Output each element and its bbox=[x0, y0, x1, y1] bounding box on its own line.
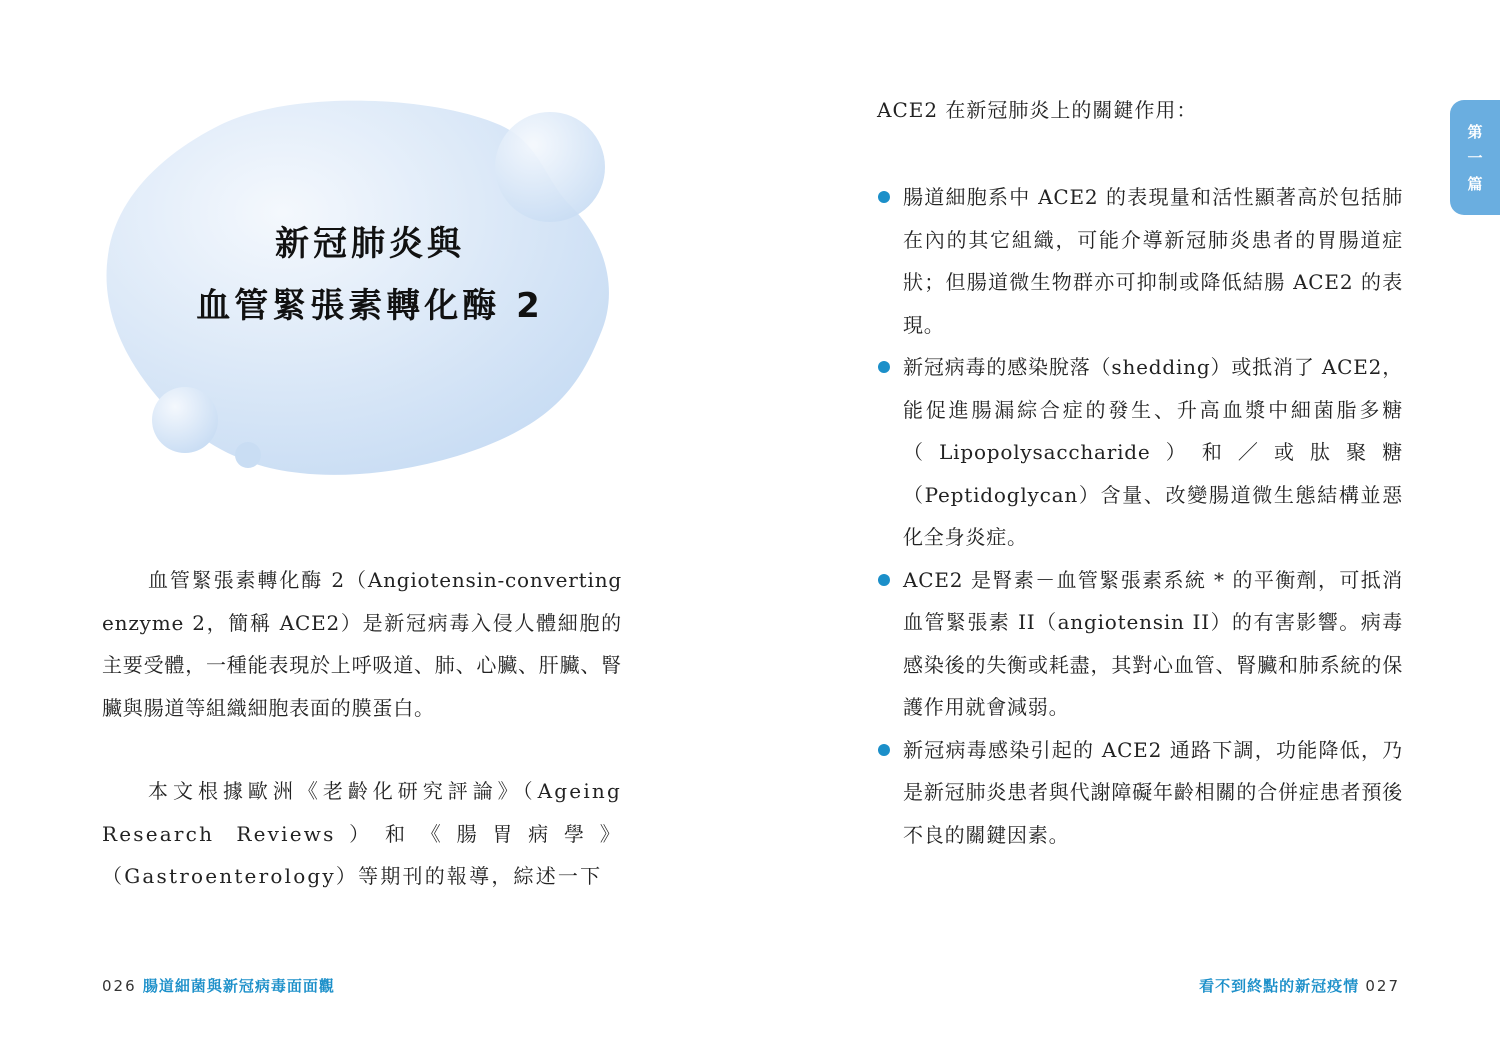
part-side-tab bbox=[1450, 100, 1500, 215]
side-tab-char: 第 bbox=[1467, 122, 1483, 141]
bullet-dot-icon bbox=[878, 744, 890, 756]
title-blob-graphic bbox=[100, 95, 620, 495]
bullet-list bbox=[878, 176, 1403, 856]
right-footer bbox=[1199, 975, 1400, 996]
bullet-text: 新冠病毒感染引起的 ACE2 通路下調，功能降低，乃是新冠肺炎患者與代謝障礙年齡相關的合併症患者預後不良的關鍵因素。 bbox=[903, 737, 1403, 847]
bullet-text: 腸道細胞系中 ACE2 的表現量和活性顯著高於包括肺在內的其它組織，可能介導新冠肺炎患者的胃腸道症狀；但腸道微生物群亦可抑制或降低結腸 ACE2 的表現。 bbox=[903, 185, 1403, 337]
right-page-number: 027 bbox=[1365, 977, 1400, 995]
source-paragraph: 本文根據歐洲《老齡化研究評論》（Ageing Research Reviews）和《腸胃病學》（Gastroenterology）等期刊的報導，綜述一下 bbox=[102, 779, 622, 888]
list-item bbox=[878, 729, 1403, 857]
bullet-text: 新冠病毒的感染脫落（shedding）或抵消了 ACE2，能促進腸漏綜合症的發生、升高血漿中細菌脂多糖（Lipopolysaccharide）和／或肽聚糖（Peptidoglycan）含量、改變腸道微生態結構並惡化全身炎症。 bbox=[903, 355, 1403, 549]
section-heading: ACE2 在新冠肺炎上的關鍵作用： bbox=[877, 98, 1198, 122]
left-footer bbox=[102, 975, 335, 996]
chapter-title-line2: 血管緊張素轉化酶 2 bbox=[196, 286, 544, 326]
bullet-text: ACE2 是腎素－血管緊張素系統 * 的平衡劑，可抵消血管緊張素 II（angiotensin II）的有害影響。病毒感染後的失衡或耗盡，其對心血管、腎臟和肺系統的保護作用就會減弱。 bbox=[903, 567, 1403, 719]
intro-paragraph: 血管緊張素轉化酶 2（Angiotensin-converting enzyme 2，簡稱 ACE2）是新冠病毒入侵人體細胞的主要受體，一種能表現於上呼吸道、肺、心臟、肝臟、腎臟與腸道等組織細胞表面的膜蛋白。 bbox=[102, 568, 622, 720]
chapter-title bbox=[100, 213, 640, 337]
bullet-dot-icon bbox=[878, 191, 890, 203]
chapter-title-line1: 新冠肺炎與 bbox=[275, 224, 465, 264]
chapter-running-title: 看不到終點的新冠疫情 bbox=[1199, 977, 1360, 995]
list-item bbox=[878, 176, 1403, 346]
side-tab-char: 篇 bbox=[1467, 174, 1483, 193]
book-title: 腸道細菌與新冠病毒面面觀 bbox=[142, 977, 335, 995]
left-page-number: 026 bbox=[102, 977, 137, 995]
list-item bbox=[878, 346, 1403, 559]
bullet-dot-icon bbox=[878, 361, 890, 373]
side-tab-char: 一 bbox=[1467, 148, 1483, 167]
right-page bbox=[750, 0, 1500, 1063]
list-item bbox=[878, 559, 1403, 729]
bullet-dot-icon bbox=[878, 574, 890, 586]
